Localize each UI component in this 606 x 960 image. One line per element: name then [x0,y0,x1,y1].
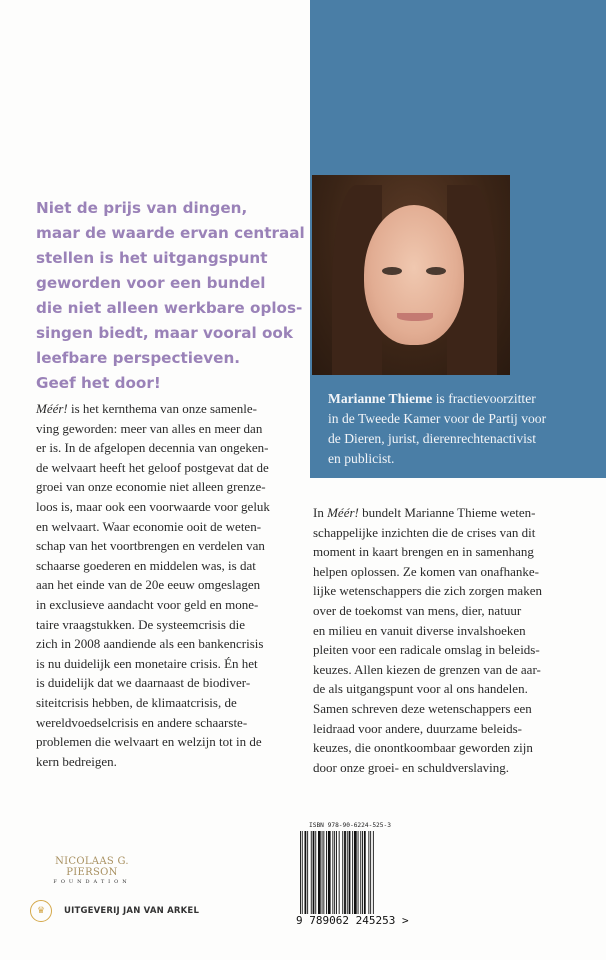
foundation-sub: FOUNDATION [53,879,131,885]
eye-right [426,267,446,275]
barcode-bar [322,831,323,927]
body-line: de als uitgangspunt voor al ons handelen. [313,681,528,697]
body-text: bundelt Marianne Thieme weten- [358,505,536,520]
body-line: leidraad voor andere, duurzame beleids- [313,720,522,736]
caption-line: en publicist. [328,451,395,466]
barcode-bar [364,831,366,927]
barcode-bar [323,831,324,927]
pierson-foundation-logo [33,856,151,885]
caption-line: in de Tweede Kamer voor de Partij voor [328,411,547,426]
body-line [313,503,599,523]
quote-line: maar de waarde ervan centraal [36,224,305,242]
caption-line [328,389,598,409]
body-line: over de toekomst van mens, dier, natuur [313,602,522,618]
barcode-bar [368,831,369,927]
barcode-bar [328,831,331,927]
barcode-bar [332,831,333,927]
author-photo [312,175,510,375]
barcode-bar [347,831,348,927]
barcode-bar [360,831,361,927]
barcode-bar [349,831,351,927]
isbn-label: ISBN 978-90-6224-525-3 [309,822,391,829]
body-line: siteitcrisis hebben, de klimaatcrisis, de [36,694,237,710]
body-line: groei van onze economie niet alleen grenze- [36,479,266,495]
book-title: Méér! [36,401,68,416]
publisher-name: UITGEVERIJ JAN VAN ARKEL [64,906,200,916]
body-line: zich in 2008 aandiende als een bankencrisis [36,636,264,652]
barcode-bar [354,831,357,927]
body-line: en milieu en vanuit diverse invalshoeken [313,622,526,638]
foundation-name: NICOLAAS G. PIERSON [55,856,129,878]
body-line: de welvaart heeft het geloof postgevat dat de [36,459,269,475]
barcode-bar [344,831,346,927]
barcode-bar [302,831,303,927]
body-line: is nu duidelijk een monetaire crisis. Én het [36,655,258,671]
book-title: Méér! [327,505,359,520]
quote-line: die niet alleen werkbare oplos- [36,299,303,317]
ean-text: 9 789062 245253 > [296,914,409,927]
barcode-bar [307,831,308,927]
body-line: keuzes, die onontkoombaar geworden zijn [313,740,533,756]
body-line: problemen die welvaart en welzijn tot in de [36,734,262,750]
barcode-bar [315,831,316,927]
barcode-bar [300,831,301,927]
quote-line: geworden voor een bundel [36,274,266,292]
mouth [397,313,433,321]
quote-line: stellen is het uitgangspunt [36,249,268,267]
body-line: schappelijke inzichten die de crises van dit [313,524,536,540]
barcode-bar [313,831,315,927]
body-line: en welvaart. Waar economie ooit de weten- [36,518,262,534]
quote-line: singen biedt, maar vooral ook [36,324,293,342]
body-line: Samen schreven deze wetenschappers een [313,700,532,716]
barcode-bar [334,831,335,927]
body-line: keuzes. Allen kiezen de grenzen van de aar- [313,661,541,677]
eye-left [382,267,402,275]
pull-quote [36,196,305,396]
author-caption [328,389,598,469]
barcode-bar [311,831,312,927]
body-line: kern bedreigen. [36,753,117,769]
barcode-bar [342,831,343,927]
body-line: taire vraagstukken. De systeemcrisis die [36,616,246,632]
barcode-bar [339,831,340,927]
quote-line: Niet de prijs van dingen, [36,199,248,217]
body-line: in exclusieve aandacht voor geld en mone- [36,596,259,612]
body-line: lijke wetenschappers die zich zorgen maken [313,583,542,599]
body-text-left [36,399,304,771]
caption-text: is fractievoorzitter [432,391,536,406]
caption-line: de Dieren, jurist, dierenrechtenactivist [328,431,536,446]
barcode-bar [318,831,321,927]
barcode-bar [336,831,337,927]
publisher-logo [30,900,199,922]
barcode [300,831,382,927]
body-line: schaarse goederen en middelen was, is dat [36,557,256,573]
body-line: wereldvoedselcrisis en andere schaarste- [36,714,248,730]
body-line [36,399,304,419]
body-line: loos is, maar ook een voorwaarde voor geluk [36,498,270,514]
barcode-bar [352,831,353,927]
barcode-bar [305,831,307,927]
body-line: door onze groei- en schuldverslaving. [313,759,510,775]
body-line: schap van het voortbrengen en verdelen van [36,538,265,554]
quote-line: leefbare perspectieven. [36,349,241,367]
body-text-right [313,503,599,777]
publisher-seal-icon: ♛ [30,900,52,922]
face [364,205,464,345]
body-line: moment in kaart brengen en in samenhang [313,544,534,560]
author-name: Marianne Thieme [328,391,433,406]
ean-digits [296,914,409,927]
barcode-bar [370,831,371,927]
body-line: ving geworden: meer van alles en meer dan [36,420,263,436]
body-line: aan het einde van de 20e eeuw omgeslagen [36,577,261,593]
barcode-bar [358,831,359,927]
barcode-bar [373,831,374,927]
quote-line: Geef het door! [36,374,161,392]
body-line: helpen oplossen. Ze komen van onafhanke- [313,563,539,579]
body-text: is het kernthema van onze samenle- [67,401,257,416]
body-line: er is. In de afgelopen decennia van ongeken- [36,440,269,456]
barcode-bar [362,831,363,927]
body-line: pleiten voor een radicale omslag in beleids- [313,642,540,658]
barcode-bar [326,831,327,927]
body-text: In [313,505,328,520]
body-line: is duidelijk dat we daarnaast de biodiver- [36,675,251,691]
